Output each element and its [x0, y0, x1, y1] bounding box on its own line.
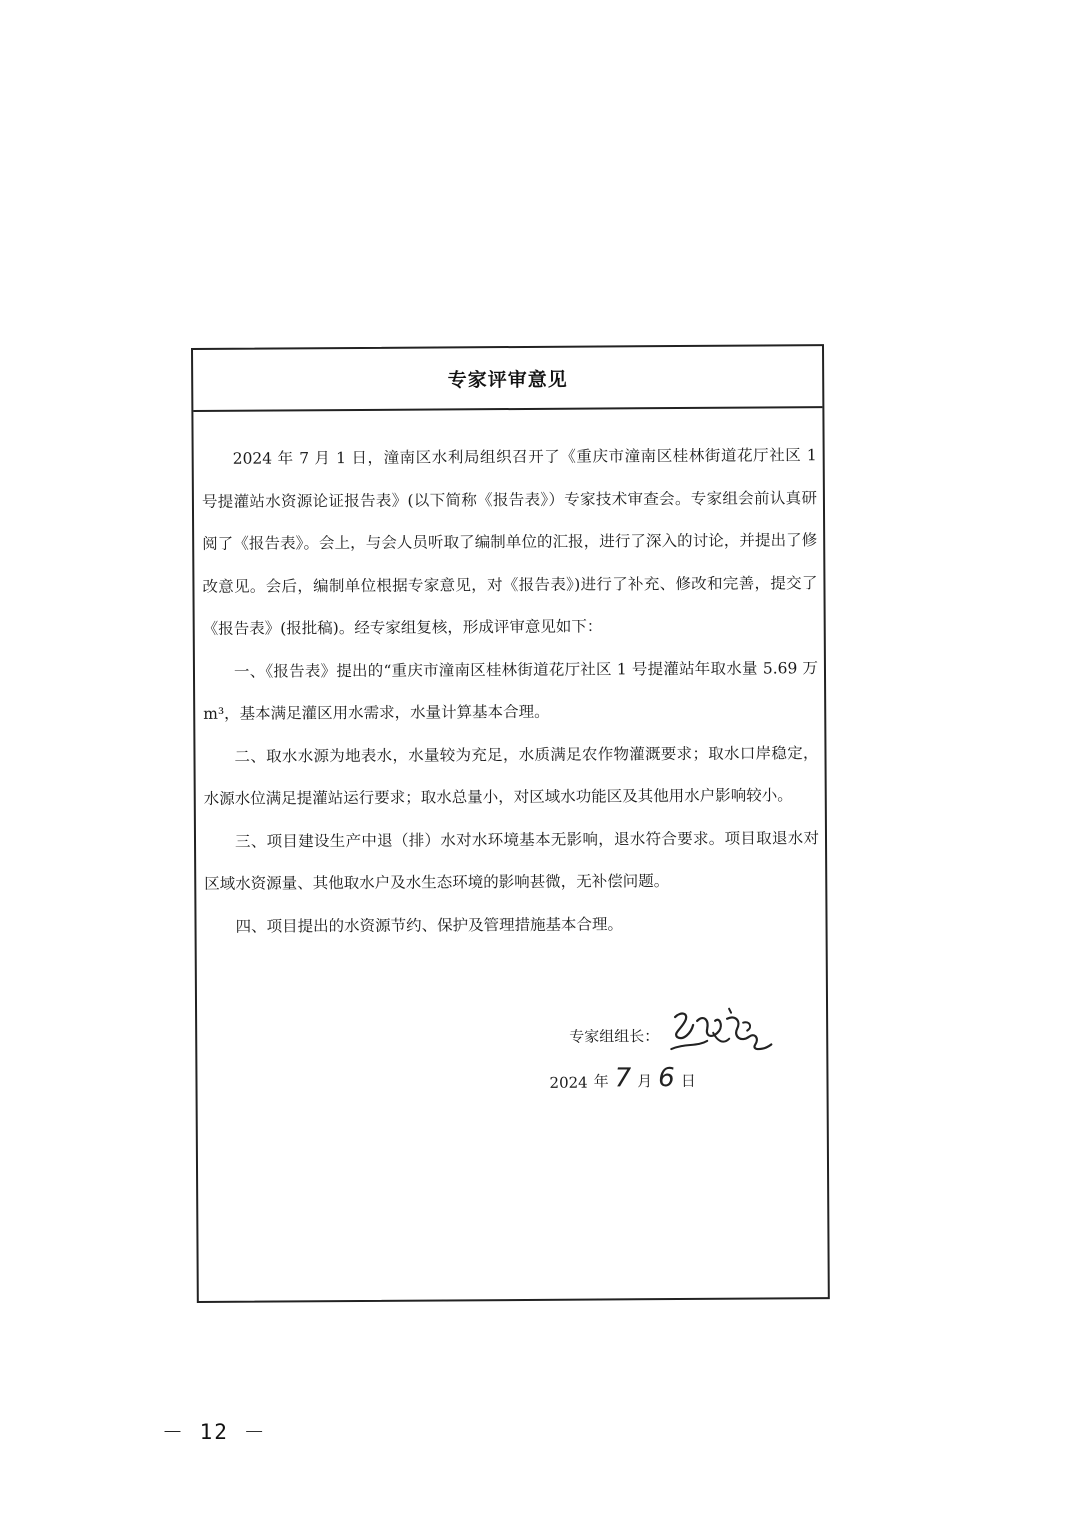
signature-block: [549, 996, 820, 1094]
date-year-unit: 年: [593, 1072, 609, 1091]
handwritten-signature: [667, 1002, 777, 1059]
form-body: [193, 408, 825, 948]
paragraph-item-3: 三、项目建设生产中退（排）水对水环境基本无影响，退水符合要求。项目取退水对区域水资源量、其他取水户及水生态环境的影响甚微，无补偿问题。: [204, 828, 820, 893]
paragraph-item-4: 四、项目提出的水资源节约、保护及管理措施基本合理。: [235, 914, 624, 936]
date-month-unit: 月: [637, 1072, 653, 1091]
date-month-handwritten: 7: [614, 1063, 632, 1094]
page-number: － 12 －: [162, 1420, 267, 1444]
date-day-handwritten: 6: [658, 1063, 675, 1094]
form-title: 专家评审意见: [193, 346, 822, 412]
date-day-unit: 日: [680, 1071, 696, 1091]
paragraph-item-2: 二、取水水源为地表水，水量较为充足，水质满足农作物灌溉要求；取水口岸稳定，水源水位满足提灌站运行要求；取水总量小，对区域水功能区及其他用水户影响较小。: [203, 743, 819, 808]
date-year: 2024: [549, 1073, 588, 1092]
signature-date: [549, 1065, 695, 1092]
sign-label: 专家组组长：: [569, 1027, 660, 1046]
expert-review-form: [191, 344, 830, 1303]
paragraph-intro: 2024 年 7 月 1 日，潼南区水利局组织召开了《重庆市潼南区桂林街道花厅社区 1 号提灌站水资源论证报告表》(以下简称《报告表》）专家技术审查会。专家组会前认真研阅了《报告表》。会上，与会人员听取了编制单位的汇报，进行了深入的讨论，并提出了修改意见。会后，编制单位根据专家意见，对《报告表》)进行了补充、修改和完善，提交了《报告表》(报批稿)。经专家组复核，形成评审意见如下：: [201, 446, 818, 638]
paragraph-item-1: 一、《报告表》提出的“重庆市潼南区桂林街道花厅社区 1 号提灌站年取水量 5.69 万 m³，基本满足灌区用水需求，水量计算基本合理。: [203, 658, 819, 723]
